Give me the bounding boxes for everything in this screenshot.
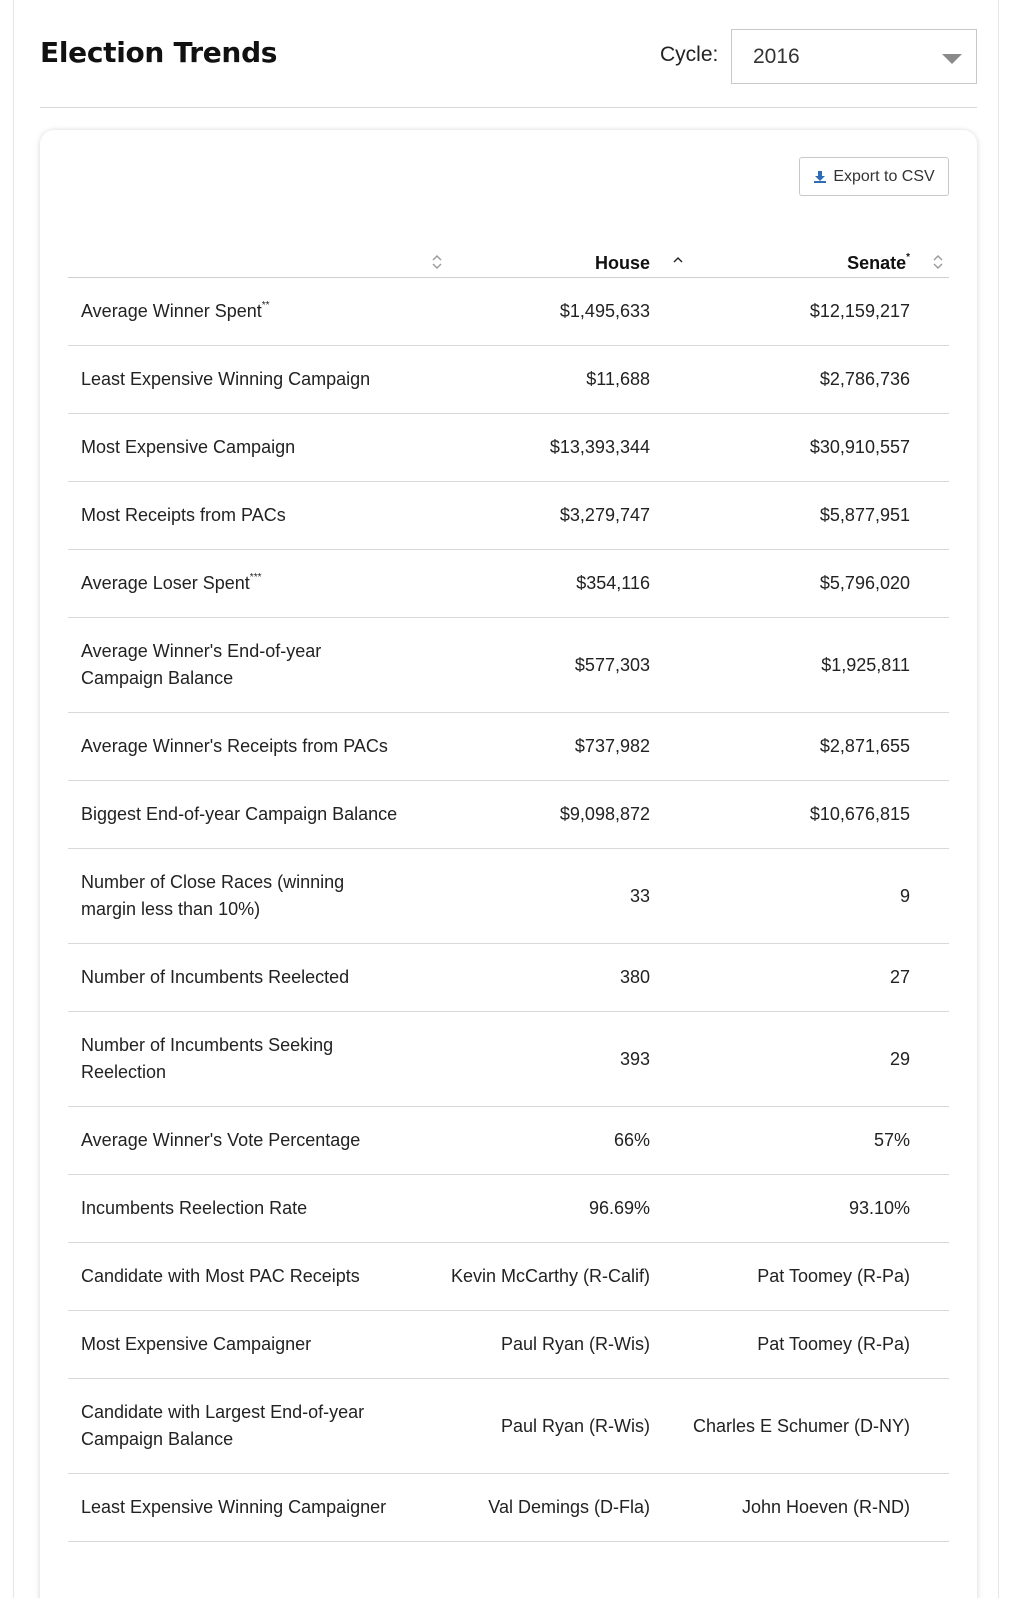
senate-value: $2,786,736 — [819, 369, 910, 389]
house-value: Paul Ryan (R-Wis) — [500, 1416, 650, 1436]
row-label — [81, 570, 421, 597]
row-label-text: Average Winner Spent — [81, 301, 262, 321]
senate-value: $5,796,020 — [819, 573, 910, 593]
row-label — [81, 434, 421, 461]
house-value: 66% — [613, 1130, 650, 1150]
sort-label-icon[interactable] — [430, 253, 444, 271]
row-label-text: Most Receipts from PACs — [81, 505, 286, 525]
row-label — [81, 1195, 421, 1222]
senate-value: 9 — [899, 886, 910, 906]
table-row — [68, 781, 949, 849]
senate-value: 93.10% — [848, 1198, 910, 1218]
row-label-text: Average Winner's Vote Percentage — [81, 1130, 361, 1150]
row-label — [81, 1263, 421, 1290]
house-value: 393 — [619, 1049, 650, 1069]
row-label-text: Number of Incumbents Seeking Reelection — [81, 1035, 334, 1082]
table-row — [68, 550, 949, 618]
row-label-text: Incumbents Reelection Rate — [81, 1198, 308, 1218]
senate-value: 29 — [889, 1049, 910, 1069]
senate-value: 57% — [873, 1130, 910, 1150]
cycle-label: Cycle: — [660, 43, 719, 66]
export-csv-button[interactable] — [799, 157, 949, 196]
row-label — [81, 1331, 421, 1358]
page-title: Election Trends — [40, 36, 278, 69]
row-label-text: Number of Incumbents Reelected — [81, 967, 350, 987]
house-value: 33 — [629, 886, 650, 906]
column-header-senate-label: Senate — [847, 253, 907, 273]
table-row — [68, 1243, 949, 1311]
table-row — [68, 482, 949, 550]
row-label — [81, 1127, 421, 1154]
footnote-mark: ** — [261, 300, 270, 311]
table-row — [68, 1474, 949, 1542]
row-label-text: Average Winner's Receipts from PACs — [81, 736, 388, 756]
table-row — [68, 1379, 949, 1474]
senate-value: $30,910,557 — [809, 437, 910, 457]
row-label — [81, 366, 421, 393]
house-value: Val Demings (D-Fla) — [488, 1497, 650, 1517]
senate-value: $5,877,951 — [819, 505, 910, 525]
table-row — [68, 414, 949, 482]
senate-footnote-mark: * — [906, 252, 910, 263]
senate-value: $2,871,655 — [819, 736, 910, 756]
footnote-mark: *** — [249, 572, 262, 583]
download-icon — [813, 170, 827, 184]
house-value: $3,279,747 — [559, 505, 650, 525]
cycle-select[interactable] — [731, 29, 977, 84]
row-label — [81, 502, 421, 529]
row-label — [81, 1399, 371, 1453]
senate-value: $12,159,217 — [809, 301, 910, 321]
row-label — [81, 801, 421, 828]
row-label — [81, 1494, 421, 1521]
house-value: $1,495,633 — [559, 301, 650, 321]
senate-value: $1,925,811 — [821, 655, 910, 675]
row-label — [81, 298, 421, 325]
table-row — [68, 618, 949, 713]
row-label-text: Average Winner's End-of-year Campaign Balance — [81, 641, 322, 688]
row-label-text: Average Loser Spent — [81, 573, 250, 593]
row-label — [81, 1032, 371, 1086]
row-label — [81, 638, 371, 692]
senate-value: Pat Toomey (R-Pa) — [757, 1334, 910, 1354]
table-row — [68, 346, 949, 414]
table-row — [68, 1175, 949, 1243]
table-row — [68, 849, 949, 944]
table-row — [68, 944, 949, 1012]
house-value: Kevin McCarthy (R-Calif) — [450, 1266, 650, 1286]
column-header-senate[interactable] — [847, 253, 910, 274]
house-value: $11,688 — [586, 369, 650, 389]
table-row — [68, 278, 949, 346]
senate-value: Charles E Schumer (D-NY) — [692, 1416, 910, 1436]
table-row — [68, 1311, 949, 1379]
house-value: $9,098,872 — [559, 804, 650, 824]
senate-value: 27 — [889, 967, 910, 987]
house-value: $737,982 — [574, 736, 650, 756]
row-label-text: Least Expensive Winning Campaigner — [81, 1497, 387, 1517]
row-label-text: Biggest End-of-year Campaign Balance — [81, 804, 398, 824]
house-value: $577,303 — [574, 655, 650, 675]
row-label — [81, 869, 371, 923]
row-label-text: Candidate with Most PAC Receipts — [81, 1266, 360, 1286]
table-row — [68, 1107, 949, 1175]
house-value: 96.69% — [588, 1198, 650, 1218]
row-label-text: Most Expensive Campaigner — [81, 1334, 312, 1354]
senate-value: $10,676,815 — [809, 804, 910, 824]
house-value: Paul Ryan (R-Wis) — [500, 1334, 650, 1354]
sort-senate-icon[interactable] — [931, 253, 945, 271]
row-label-text: Number of Close Races (winning margin less than 10%) — [81, 872, 345, 919]
row-label — [81, 733, 421, 760]
table-header — [68, 245, 949, 278]
house-value: $13,393,344 — [549, 437, 650, 457]
senate-value: Pat Toomey (R-Pa) — [757, 1266, 910, 1286]
table-row — [68, 713, 949, 781]
row-label-text: Least Expensive Winning Campaign — [81, 369, 371, 389]
row-label-text: Most Expensive Campaign — [81, 437, 296, 457]
sort-ascending-icon[interactable] — [671, 253, 685, 271]
house-value: 380 — [619, 967, 650, 987]
chevron-down-icon — [942, 54, 962, 64]
senate-value: John Hoeven (R-ND) — [741, 1497, 910, 1517]
table-row — [68, 1012, 949, 1107]
row-label-text: Candidate with Largest End-of-year Campaign Balance — [81, 1402, 365, 1449]
header-divider — [40, 107, 977, 108]
cycle-select-value: 2016 — [753, 45, 800, 68]
column-header-house[interactable]: House — [594, 253, 650, 273]
row-label — [81, 964, 421, 991]
house-value: $354,116 — [576, 573, 650, 593]
export-csv-label: Export to CSV — [833, 167, 935, 185]
